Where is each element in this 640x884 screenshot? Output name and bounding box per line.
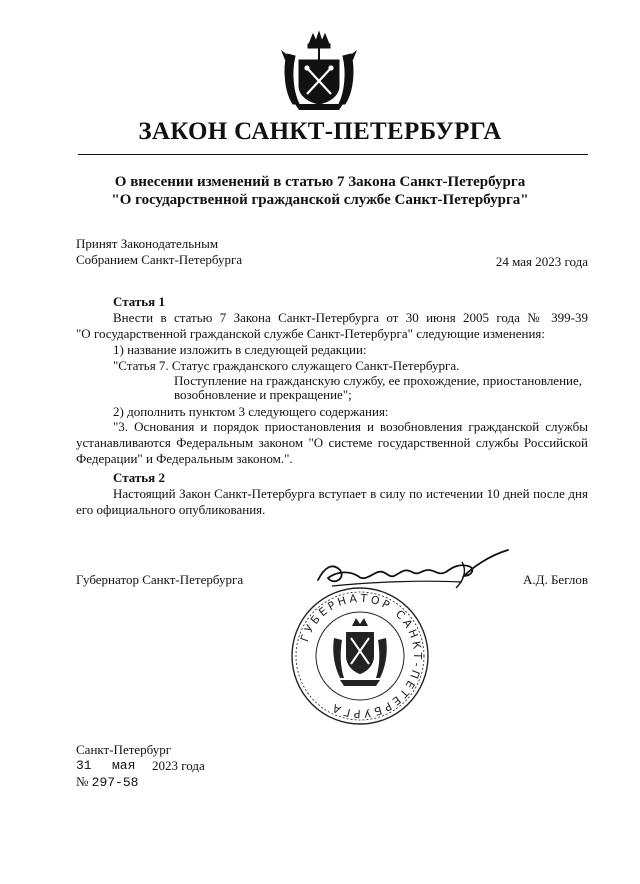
article-1-line: Федерации" и Федеральным законом.". xyxy=(76,451,293,466)
coat-of-arms-emblem xyxy=(279,30,359,112)
article-1-line: 1) название изложить в следующей редакции: xyxy=(113,342,367,357)
governor-name: А.Д. Беглов xyxy=(522,572,588,587)
issue-number-prefix: № xyxy=(76,774,92,789)
article-1-line: Внести в статью 7 Закона Санкт-Петербурга от 30 июня 2005 года № 399-39 xyxy=(113,310,588,325)
issue-year: 2023 года xyxy=(152,758,205,773)
official-seal-stamp xyxy=(290,586,430,726)
law-subtitle-line-2: "О государственной гражданской службе Санкт-Петербурга" xyxy=(111,192,529,208)
issue-day-handwritten: 31 xyxy=(76,758,92,773)
article-1-line: возобновление и прекращение"; xyxy=(174,387,352,402)
issue-month-handwritten: мая xyxy=(112,758,136,773)
article-1-line: "3. Основания и порядок приостановления и возобновления гражданской службы xyxy=(113,419,588,434)
adopted-by-line-2: Собранием Санкт-Петербурга xyxy=(76,252,243,267)
title-divider xyxy=(78,154,588,155)
adopted-date: 24 мая 2023 года xyxy=(495,254,588,269)
svg-text:ГУБЕРНАТОР САНКТ-ПЕТЕРБУРГА: ГУБЕРНАТОР САНКТ-ПЕТЕРБУРГА xyxy=(298,591,425,721)
article-1-line: 2) дополнить пунктом 3 следующего содержания: xyxy=(113,404,389,419)
issue-place: Санкт-Петербург xyxy=(76,742,172,757)
article-2-heading: Статья 2 xyxy=(113,470,165,485)
article-1-heading: Статья 1 xyxy=(113,294,165,309)
article-2-line: его официального опубликования. xyxy=(76,502,266,517)
issue-number xyxy=(76,774,138,791)
article-2-line: Настоящий Закон Санкт-Петербурга вступает в силу по истечении 10 дней после дня xyxy=(113,486,588,501)
adopted-by-line-1: Принят Законодательным xyxy=(76,236,219,251)
article-1-line: устанавливаются Федеральным законом "О системе государственной службы Российской xyxy=(76,435,588,450)
article-1-line: "О государственной гражданской службе Санкт-Петербурга" следующие изменения: xyxy=(76,326,546,341)
article-1-line: Поступление на гражданскую службу, ее прохождение, приостановление, xyxy=(174,373,583,388)
law-subtitle-line-1: О внесении изменений в статью 7 Закона Санкт-Петербурга xyxy=(114,174,526,190)
article-1-line: "Статья 7. Статус гражданского служащего Санкт-Петербурга. xyxy=(113,358,460,373)
governor-label: Губернатор Санкт-Петербурга xyxy=(76,572,244,587)
law-title: ЗАКОН САНКТ-ПЕТЕРБУРГА xyxy=(138,118,502,145)
issue-number-value: 297-58 xyxy=(91,775,139,790)
